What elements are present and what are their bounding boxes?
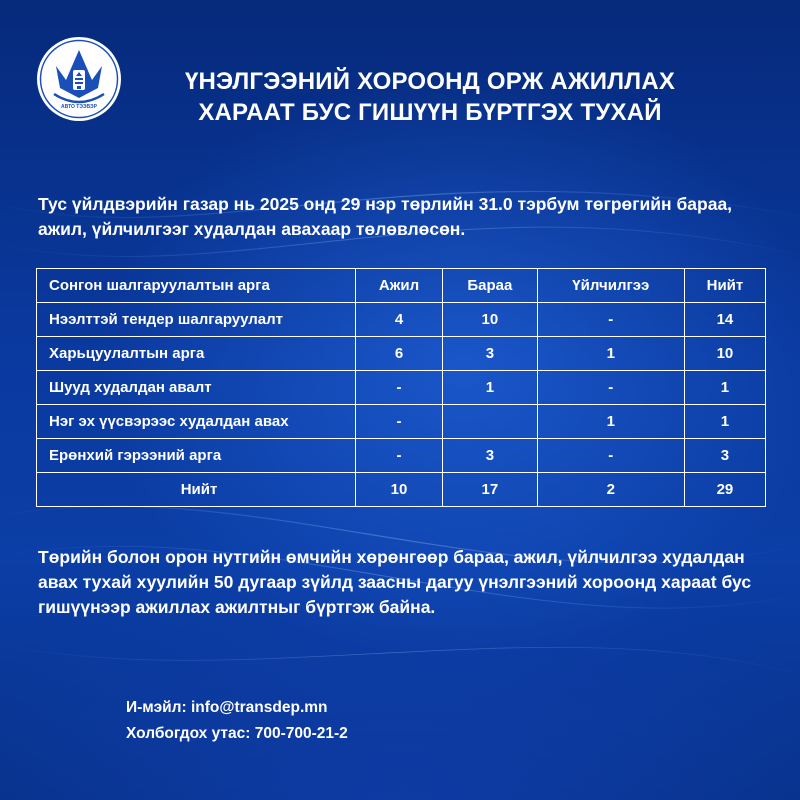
cell-services: -	[537, 303, 684, 337]
total-services: 2	[537, 473, 684, 507]
cell-services: 1	[537, 337, 684, 371]
cell-goods: 1	[442, 371, 537, 405]
contact-info	[126, 695, 348, 747]
contact-email: И-мэйл: info@transdep.mn	[126, 699, 328, 716]
total-goods: 17	[442, 473, 537, 507]
row-method: Нээлттэй тендер шалгаруулалт	[37, 303, 356, 337]
cell-total: 3	[684, 439, 765, 473]
page-title-line-1: ҮНЭЛГЭЭНИЙ ХОРООНД ОРЖ АЖИЛЛАХ	[184, 68, 676, 95]
header-goods: Бараа	[442, 269, 537, 303]
cell-services: -	[537, 371, 684, 405]
intro-paragraph: Тус үйлдвэрийн газар нь 2025 онд 29 нэр төрлийн 31.0 тэрбум төгрөгийн бараа, ажил, үйлчилгээг худалдан авахаар төлөвлөсөн.	[38, 194, 733, 239]
cell-goods: 10	[442, 303, 537, 337]
cell-goods: 3	[442, 439, 537, 473]
row-method: Нэг эх үүсвэрээс худалдан авах	[37, 405, 356, 439]
table-row	[37, 337, 766, 371]
row-method: Ерөнхий гэрээний арга	[37, 439, 356, 473]
cell-goods	[442, 405, 537, 439]
cell-work: 4	[356, 303, 443, 337]
cell-services: 1	[537, 405, 684, 439]
total-label: Нийт	[37, 473, 356, 507]
cell-work: 6	[356, 337, 443, 371]
cell-total: 1	[684, 405, 765, 439]
total-all: 29	[684, 473, 765, 507]
page-title-line-2: ХАРААТ БУС ГИШҮҮН БҮРТГЭХ ТУХАЙ	[198, 99, 662, 126]
page-title	[150, 66, 710, 128]
outro-paragraph: Төрийн болон орон нутгийн өмчийн хөрөнгөөр бараа, ажил, үйлчилгээ худалдан авах тухай хуулийн 50 дугаар зүйлд заасны дагуу үнэлгээний хороонд харааt бус гишүүнээр ажиллах ажилтныг бүртгэж байна.	[38, 547, 752, 617]
table-row	[37, 405, 766, 439]
cell-total: 1	[684, 371, 765, 405]
cell-work: -	[356, 405, 443, 439]
cell-goods: 3	[442, 337, 537, 371]
header-services: Үйлчилгээ	[537, 269, 684, 303]
cell-work: -	[356, 371, 443, 405]
row-method: Шууд худалдан авалт	[37, 371, 356, 405]
header-work: Ажил	[356, 269, 443, 303]
cell-work: -	[356, 439, 443, 473]
table-row	[37, 439, 766, 473]
table-row	[37, 303, 766, 337]
logo-text: АВТО ТЭЭВЭР	[61, 104, 97, 110]
auto-transport-emblem-icon	[36, 36, 122, 122]
cell-services: -	[537, 439, 684, 473]
cell-total: 14	[684, 303, 765, 337]
table-header-row	[37, 269, 766, 303]
cell-total: 10	[684, 337, 765, 371]
total-work: 10	[356, 473, 443, 507]
contact-phone: Холбогдох утас: 700-700-21-2	[126, 725, 348, 742]
row-method: Харьцуулалтын арга	[37, 337, 356, 371]
procurement-table	[36, 268, 766, 507]
table-row	[37, 371, 766, 405]
header-total: Нийт	[684, 269, 765, 303]
header-method: Сонгон шалгаруулалтын арга	[37, 269, 356, 303]
table-total-row	[37, 473, 766, 507]
